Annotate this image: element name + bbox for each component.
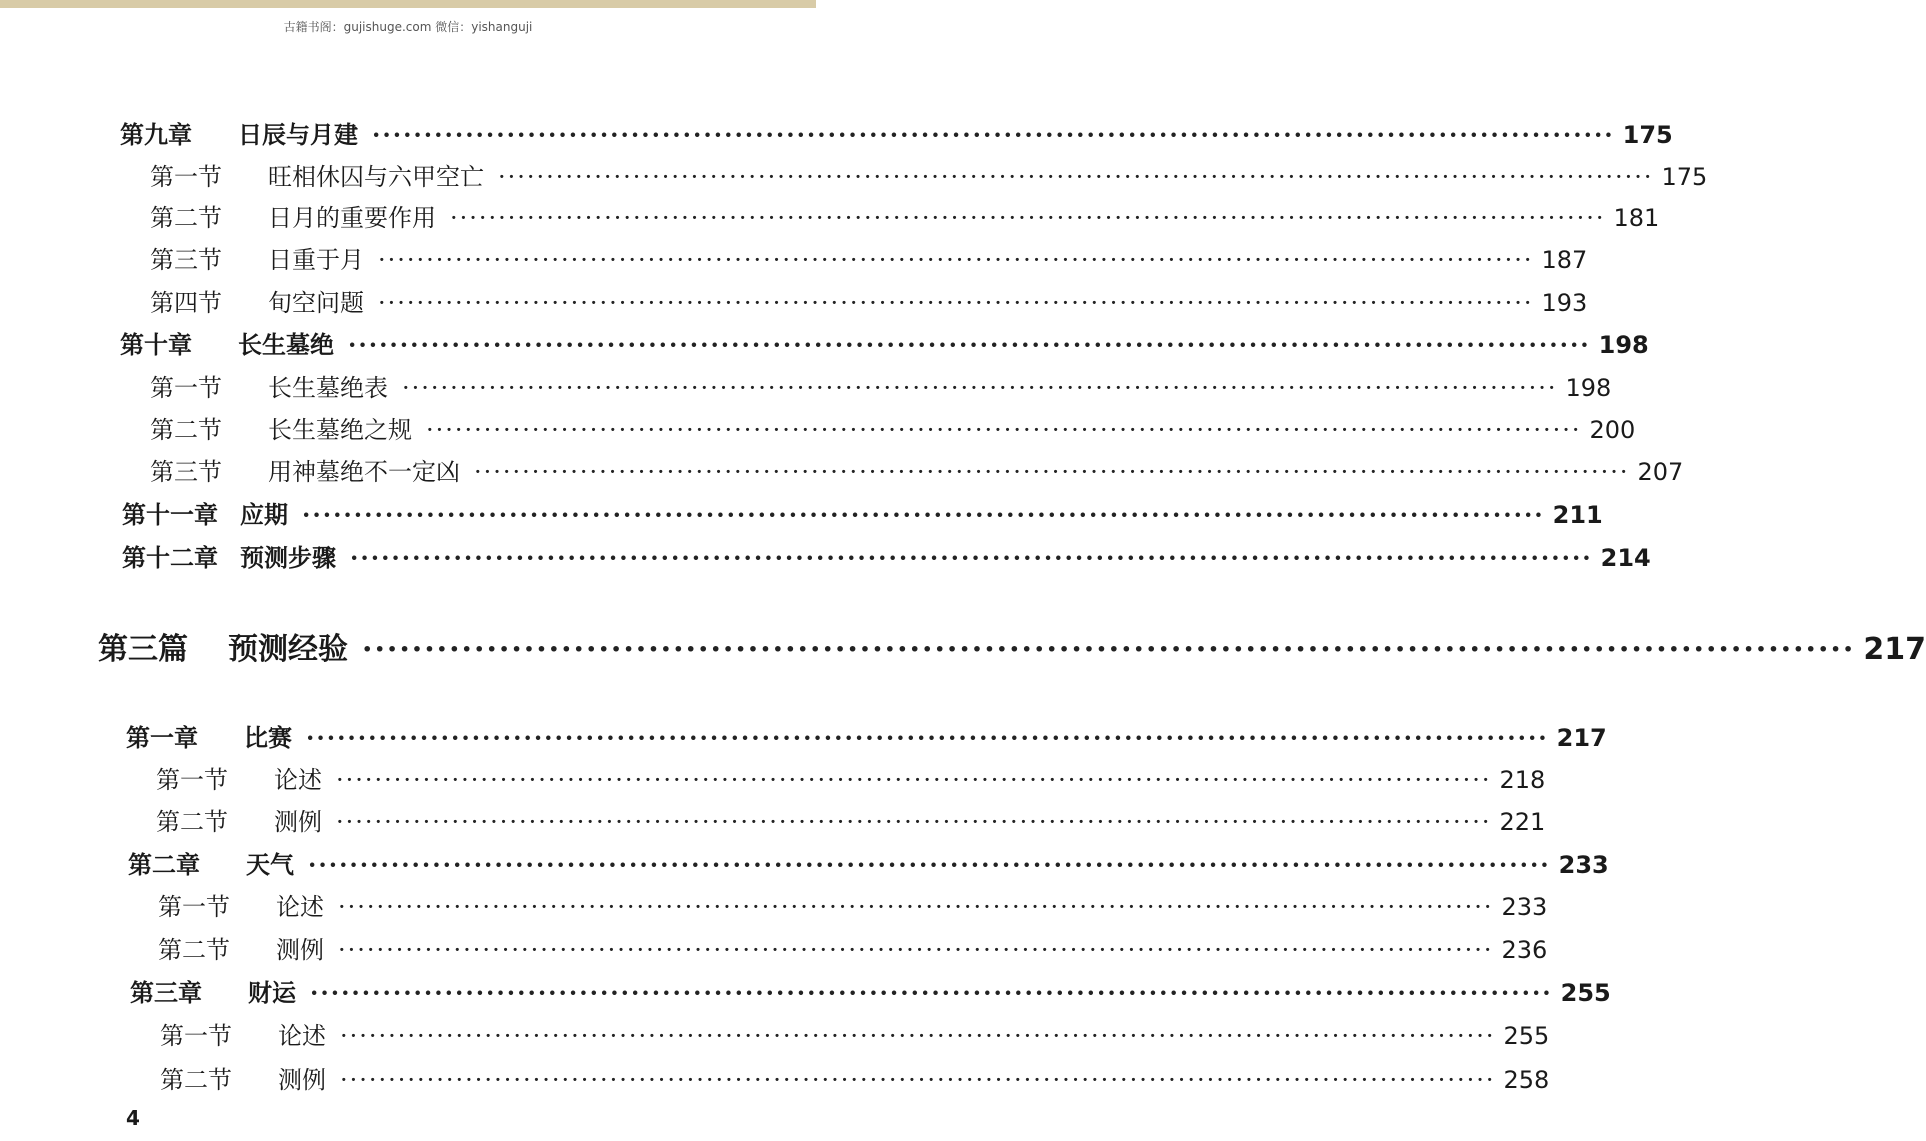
toc-section-entry (150, 240, 1588, 275)
toc-chapter-entry (130, 973, 1611, 1008)
toc-chapter-entry (122, 495, 1603, 530)
toc-entry-number: 第二章 (128, 851, 200, 879)
toc-entry-title: 日月的重要作用 (268, 204, 436, 232)
toc-leader-dots: ························································································································ (402, 374, 1558, 402)
toc-leader-dots: ························································································································ (450, 204, 1606, 232)
toc-leader-dots: ························································································································ (372, 120, 1615, 149)
toc-section-entry (150, 368, 1612, 403)
toc-entry-title: 用神墓绝不一定凶 (268, 458, 460, 486)
toc-section-entry (158, 887, 1548, 922)
toc-leader-dots: ························································································································ (306, 723, 1549, 752)
toc-leader-dots: ························································································································ (474, 458, 1630, 486)
toc-leader-dots: ························································································································ (340, 1066, 1496, 1094)
toc-entry-number: 第一节 (156, 766, 228, 794)
toc-entry-page: 221 (1499, 808, 1546, 836)
toc-entry-number: 第九章 (120, 121, 192, 149)
toc-leader-dots: ························································································································ (338, 893, 1494, 921)
toc-entry-title: 应期 (240, 501, 288, 529)
toc-entry-page: 198 (1598, 331, 1649, 359)
toc-entry-page: 207 (1637, 458, 1684, 486)
toc-entry-page: 217 (1556, 724, 1607, 752)
toc-section-entry (156, 802, 1546, 837)
toc-entry-page: 217 (1863, 632, 1926, 667)
toc-entry-number: 第一节 (158, 893, 230, 921)
toc-chapter-entry (120, 115, 1673, 150)
toc-section-entry (156, 760, 1546, 795)
toc-section-entry (150, 452, 1684, 487)
toc-leader-dots: ························································································································ (310, 978, 1553, 1007)
page-number: 4 (126, 1106, 140, 1130)
toc-entry-page: 214 (1600, 544, 1651, 572)
toc-entry-title: 论述 (276, 893, 324, 921)
toc-leader-dots: ························································································································ (378, 246, 1534, 274)
source-watermark: 古籍书阁：gujishuge.com 微信：yishanguji (283, 20, 533, 34)
toc-section-entry (150, 157, 1708, 192)
toc-leader-dots: ························································································································ (336, 766, 1492, 794)
toc-entry-page: 258 (1503, 1066, 1550, 1094)
toc-entry-number: 第十章 (120, 331, 192, 359)
toc-entry-title: 旬空问题 (268, 289, 364, 317)
toc-entry-page: 255 (1560, 979, 1611, 1007)
toc-entry-title: 测例 (278, 1066, 326, 1094)
toc-section-entry (158, 930, 1548, 965)
toc-entry-title: 比赛 (244, 724, 292, 752)
toc-entry-page: 211 (1552, 501, 1603, 529)
toc-entry-number: 第三篇 (98, 632, 188, 667)
toc-leader-dots: ························································································································ (362, 632, 1856, 667)
toc-entry-page: 181 (1613, 204, 1660, 232)
toc-leader-dots: ························································································································ (308, 850, 1551, 879)
toc-chapter-entry (128, 845, 1609, 880)
toc-entry-page: 233 (1501, 893, 1548, 921)
toc-chapter-entry (120, 325, 1649, 360)
toc-entry-number: 第十二章 (122, 544, 218, 572)
toc-entry-number: 第二节 (150, 416, 222, 444)
toc-entry-page: 187 (1541, 246, 1588, 274)
toc-entry-title: 天气 (246, 851, 294, 879)
toc-entry-title: 旺相休囚与六甲空亡 (268, 163, 484, 191)
toc-entry-page: 198 (1565, 374, 1612, 402)
toc-entry-number: 第二节 (160, 1066, 232, 1094)
toc-entry-title: 测例 (274, 808, 322, 836)
toc-entry-page: 255 (1503, 1022, 1550, 1050)
toc-entry-page: 218 (1499, 766, 1546, 794)
toc-entry-page: 175 (1622, 121, 1673, 149)
toc-entry-title: 日辰与月建 (238, 121, 358, 149)
toc-leader-dots: ························································································································ (302, 500, 1545, 529)
toc-entry-page: 233 (1558, 851, 1609, 879)
toc-entry-number: 第三节 (150, 458, 222, 486)
toc-section-entry (150, 283, 1588, 318)
toc-leader-dots: ························································································································ (350, 543, 1593, 572)
toc-entry-number: 第三节 (150, 246, 222, 274)
toc-section-entry (150, 410, 1636, 445)
toc-leader-dots: ························································································································ (340, 1022, 1496, 1050)
toc-chapter-entry (122, 538, 1651, 573)
toc-entry-title: 预测经验 (228, 632, 348, 667)
toc-entry-title: 长生墓绝表 (268, 374, 388, 402)
toc-entry-page: 236 (1501, 936, 1548, 964)
toc-entry-number: 第一节 (150, 374, 222, 402)
toc-chapter-entry (126, 718, 1607, 753)
toc-entry-title: 财运 (248, 979, 296, 1007)
toc-leader-dots: ························································································································ (378, 289, 1534, 317)
toc-entry-number: 第二节 (158, 936, 230, 964)
toc-leader-dots: ························································································································ (348, 330, 1591, 359)
toc-entry-title: 测例 (276, 936, 324, 964)
toc-entry-number: 第四节 (150, 289, 222, 317)
toc-leader-dots: ························································································································ (338, 936, 1494, 964)
toc-section-entry (150, 198, 1660, 233)
toc-leader-dots: ························································································································ (498, 163, 1654, 191)
toc-leader-dots: ························································································································ (336, 808, 1492, 836)
toc-leader-dots: ························································································································ (426, 416, 1582, 444)
toc-section-entry (160, 1016, 1550, 1051)
toc-entry-title: 论述 (278, 1022, 326, 1050)
toc-entry-number: 第三章 (130, 979, 202, 1007)
toc-entry-title: 日重于月 (268, 246, 364, 274)
toc-entry-page: 175 (1661, 163, 1708, 191)
toc-entry-title: 预测步骤 (240, 544, 336, 572)
toc-part-entry (98, 624, 1926, 668)
toc-entry-number: 第二节 (150, 204, 222, 232)
toc-entry-number: 第一节 (160, 1022, 232, 1050)
top-border (0, 0, 816, 8)
toc-entry-title: 论述 (274, 766, 322, 794)
toc-entry-number: 第十一章 (122, 501, 218, 529)
toc-entry-title: 长生墓绝 (238, 331, 334, 359)
toc-section-entry (160, 1060, 1550, 1095)
toc-entry-title: 长生墓绝之规 (268, 416, 412, 444)
toc-entry-number: 第一章 (126, 724, 198, 752)
toc-entry-number: 第一节 (150, 163, 222, 191)
toc-entry-page: 193 (1541, 289, 1588, 317)
toc-entry-page: 200 (1589, 416, 1636, 444)
toc-entry-number: 第二节 (156, 808, 228, 836)
